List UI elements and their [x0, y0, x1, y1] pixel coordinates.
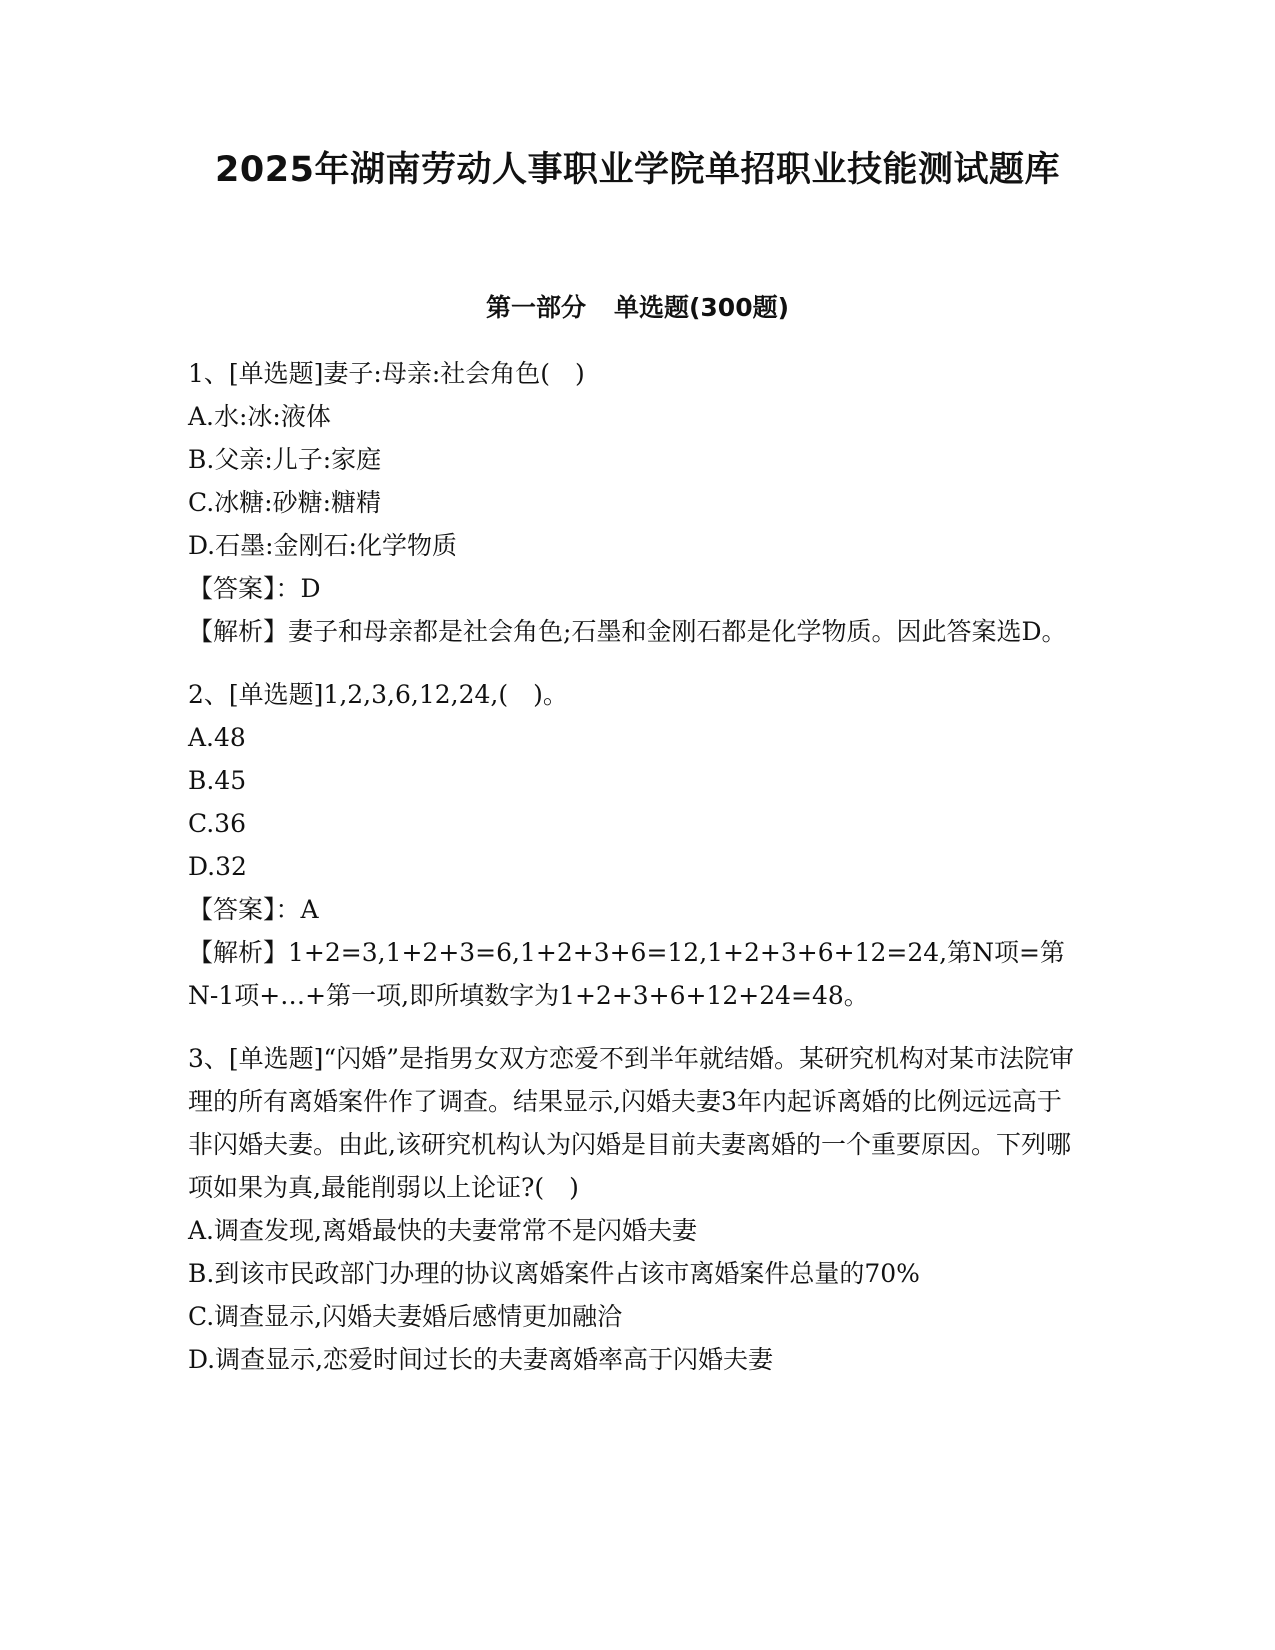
answer-value: A [300, 895, 319, 924]
question-2 [188, 673, 1078, 1017]
question-stem: 2、[单选题]1,2,3,6,12,24,( )。 [188, 680, 568, 709]
option-d: D.调查显示,恋爱时间过长的夫妻离婚率高于闪婚夫妻 [188, 1345, 774, 1374]
option-a: A.48 [188, 723, 246, 752]
option-b: B.父亲:儿子:家庭 [188, 445, 382, 474]
answer-line [188, 888, 1078, 931]
question-1 [188, 352, 1078, 653]
document-title: 2025年湖南劳动人事职业学院单招职业技能测试题库 [215, 150, 1060, 190]
option-b: B.到该市民政部门办理的协议离婚案件占该市离婚案件总量的70% [188, 1259, 920, 1288]
section-title [0, 290, 1275, 326]
option-c: C.36 [188, 809, 246, 838]
analysis-text: 妻子和母亲都是社会角色;石墨和金刚石都是化学物质。因此答案选D。 [288, 617, 1067, 646]
answer-value: D [300, 574, 321, 603]
question-stem: 1、[单选题]妻子:母亲:社会角色( ) [188, 359, 585, 388]
analysis-line [188, 610, 1078, 653]
analysis-label: 【解析】 [188, 617, 289, 646]
option-c: C.调查显示,闪婚夫妻婚后感情更加融洽 [188, 1302, 623, 1331]
analysis-label: 【解析】 [188, 938, 289, 967]
option-a: A.调查发现,离婚最快的夫妻常常不是闪婚夫妻 [188, 1216, 697, 1245]
analysis-line [188, 931, 1078, 1017]
option-a: A.水:冰:液体 [188, 402, 331, 431]
question-stem: 3、[单选题]“闪婚”是指男女双方恋爱不到半年就结婚。某研究机构对某市法院审理的所有离婚案件作了调查。结果显示,闪婚夫妻3年内起诉离婚的比例远远高于非闪婚夫妻。由此,该研究机构认为闪婚是目前夫妻离婚的一个重要原因。下列哪项如果为真,最能削弱以上论证?( ) [188, 1044, 1074, 1202]
section-name: 单选题(300题) [613, 293, 790, 322]
answer-label: 【答案】： [188, 895, 301, 924]
answer-label: 【答案】： [188, 574, 301, 603]
section-part: 第一部分 [485, 293, 586, 322]
option-b: B.45 [188, 766, 247, 795]
option-d: D.32 [188, 852, 247, 881]
analysis-text: 1+2=3,1+2+3=6,1+2+3+6=12,1+2+3+6+12=24,第N项=第N-1项+…+第一项,即所填数字为1+2+3+6+12+24=48。 [188, 938, 1065, 1010]
option-d: D.石墨:金刚石:化学物质 [188, 531, 457, 560]
option-c: C.冰糖:砂糖:糖精 [188, 488, 382, 517]
question-list [188, 352, 1078, 1401]
answer-line [188, 567, 1078, 610]
question-3 [188, 1037, 1078, 1381]
